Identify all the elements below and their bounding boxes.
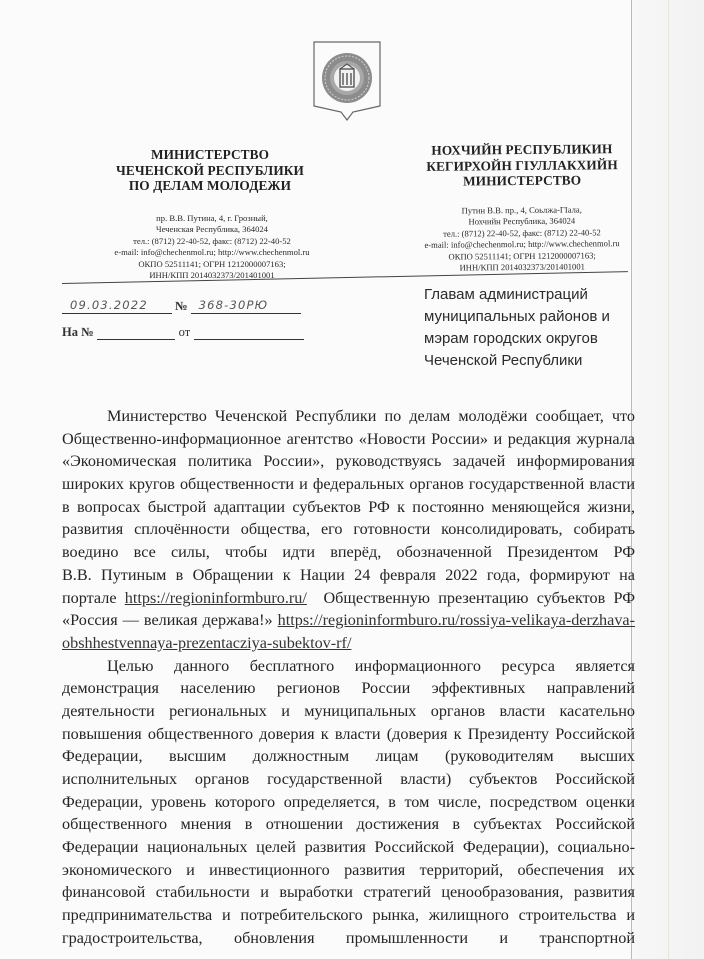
ministry-name-chechen <box>372 141 672 190</box>
address-line: ОКПО 52511141; ОГРН 1212000007163; <box>448 249 596 262</box>
campaign-quote: «Россия — великая держава!» <box>62 611 273 630</box>
body-line: повышения общественного доверия к власти (доверия к Президенту Российской <box>62 724 635 743</box>
handwritten-date: 09.03.2022 <box>70 298 148 312</box>
addressee-line: Главам администраций <box>424 286 588 303</box>
addressee-line: мэрам городских округов <box>424 330 598 347</box>
reply-number-field <box>97 325 175 340</box>
addressee-block <box>424 284 610 372</box>
portal-link[interactable]: https://regioninformburo.ru/ <box>124 588 307 607</box>
body-line: финансовой стабильности и выработки стратегий ценообразования, развития <box>62 883 635 902</box>
address-line: ИНН/КПП 2014032373/201401001 <box>149 270 275 281</box>
body-line: в вопросах быстрой адаптации субъектов РФ к постоянно меняющейся жизни, <box>62 497 635 516</box>
address-line: пр. В.В. Путина, 4, г. Грозный, <box>156 213 268 223</box>
number-field <box>191 299 301 314</box>
coat-of-arms-emblem <box>313 40 381 126</box>
address-line: тел.: (8712) 22-40-52, факс: (8712) 22-40-52 <box>133 235 291 246</box>
handwritten-number: 368-30РЮ <box>198 298 269 312</box>
address-line: тел.: (8712) 22-40-52, факс: (8712) 22-40-52 <box>443 227 601 239</box>
body-line: широких кругов общественности и федеральных органов государственной власти <box>62 475 635 494</box>
body-line <box>62 632 635 655</box>
body-line: «Экономическая политика России», руководствуясь задачей информирования <box>62 452 635 471</box>
outgoing-reference <box>62 299 301 314</box>
body-line: исполнительных органов государственной власти) субъектов Российской <box>62 770 635 788</box>
ministry-title-line: ПО ДЕЛАМ МОЛОДЕЖИ <box>128 178 292 193</box>
body-line: экономического и инвестиционного развития территорий, обеспечения их <box>62 860 635 879</box>
portal-prefix: портале <box>62 588 117 607</box>
addressee-line: Чеченской Республики <box>424 352 583 369</box>
body-line: деятельности региональных и муниципальных органов власти касательно <box>62 701 635 720</box>
from-label: от <box>178 325 191 339</box>
body-line: Федерации, высшим должностным лицам (руководителям высших <box>62 747 635 766</box>
body-line: Федерации национальных целей развития Российской Федерации), социально- <box>62 838 635 857</box>
body-line: общественного мнения в отношении достижения в субъектах Российской <box>62 815 635 834</box>
body-line <box>62 609 635 632</box>
address-line: ИНН/КПП 2014032373/201401001 <box>459 261 585 273</box>
body-line: воедино все силы, чтобы идти вперёд, обозначенной Президентом РФ <box>62 543 635 562</box>
number-label: № <box>175 299 188 313</box>
incoming-reference <box>62 325 304 340</box>
ministry-address-russian <box>62 213 362 281</box>
body-line: Целью данного бесплатного информационного ресурса является <box>107 656 635 675</box>
ministry-title-line: МИНИСТЕРСТВО <box>150 147 270 162</box>
address-line: Чеченская Республика, 364024 <box>156 224 268 235</box>
addressee-line: муниципальных районов и <box>424 308 610 325</box>
body-line: Общественно-информационное агентство «Новости России» и редакция журнала <box>62 429 635 448</box>
letter-body <box>62 405 635 950</box>
address-line: Нохчийн Республика, 364024 <box>468 215 576 227</box>
body-line: Министерство Чеченской Республики по делам молодёжи сообщает, что <box>107 407 635 425</box>
date-field <box>62 299 172 314</box>
body-line: предпринимательства и потребительского рынка, жилищного строительства и <box>62 906 635 925</box>
presentation-link-continued[interactable]: obshhestvennaya-prezentacziya-subektov-rf/ <box>62 633 352 652</box>
ministry-title-line: МИНИСТЕРСТВО <box>463 172 582 189</box>
ministry-title-line: ЧЕЧЕНСКОЙ РЕСПУБЛИКИ <box>116 162 304 178</box>
address-line: e-mail: info@chechenmol.ru; http://www.chechenmol.ru <box>114 247 310 258</box>
address-line: e-mail: info@chechenmol.ru; http://www.chechenmol.ru <box>424 238 620 251</box>
body-line: развития сплочённости общества, его готовности консолидировать, собирать <box>62 520 635 539</box>
body-line: градостроительства, обновления промышленности и транспортной <box>62 928 635 947</box>
reply-number-label: На № <box>62 325 94 339</box>
ministry-address-chechen <box>372 204 673 275</box>
body-line: демонстрация населению регионов России эффективных направлений <box>62 679 635 698</box>
body-line: В.В. Путиным в Обращении к Нации 24 февраля 2022 года, формируют на <box>62 565 635 584</box>
paragraph-1 <box>62 405 635 655</box>
ministry-name-russian <box>60 147 360 194</box>
ministry-title-line: КЕГИРХОЙН ГIУЛЛАКХИЙН <box>426 156 618 174</box>
ministry-title-line: НОХЧИЙН РЕСПУБЛИКИН <box>431 141 613 158</box>
paragraph-2 <box>62 655 635 950</box>
reply-date-field <box>194 325 304 340</box>
address-line: ОКПО 52511141; ОГРН 1212000007163; <box>138 258 286 269</box>
body-line <box>62 587 635 610</box>
address-line: Путин В.В. пр., 4, Соьлжа-ГIала, <box>461 204 582 216</box>
presentation-link[interactable]: https://regioninformburo.ru/rossiya-velikaya-derzhava- <box>277 611 636 630</box>
portal-suffix: Общественную презентацию субъектов РФ <box>323 588 636 607</box>
body-line: Федерации, уровень которого определяется, в том числе, посредством оценки <box>62 792 635 811</box>
